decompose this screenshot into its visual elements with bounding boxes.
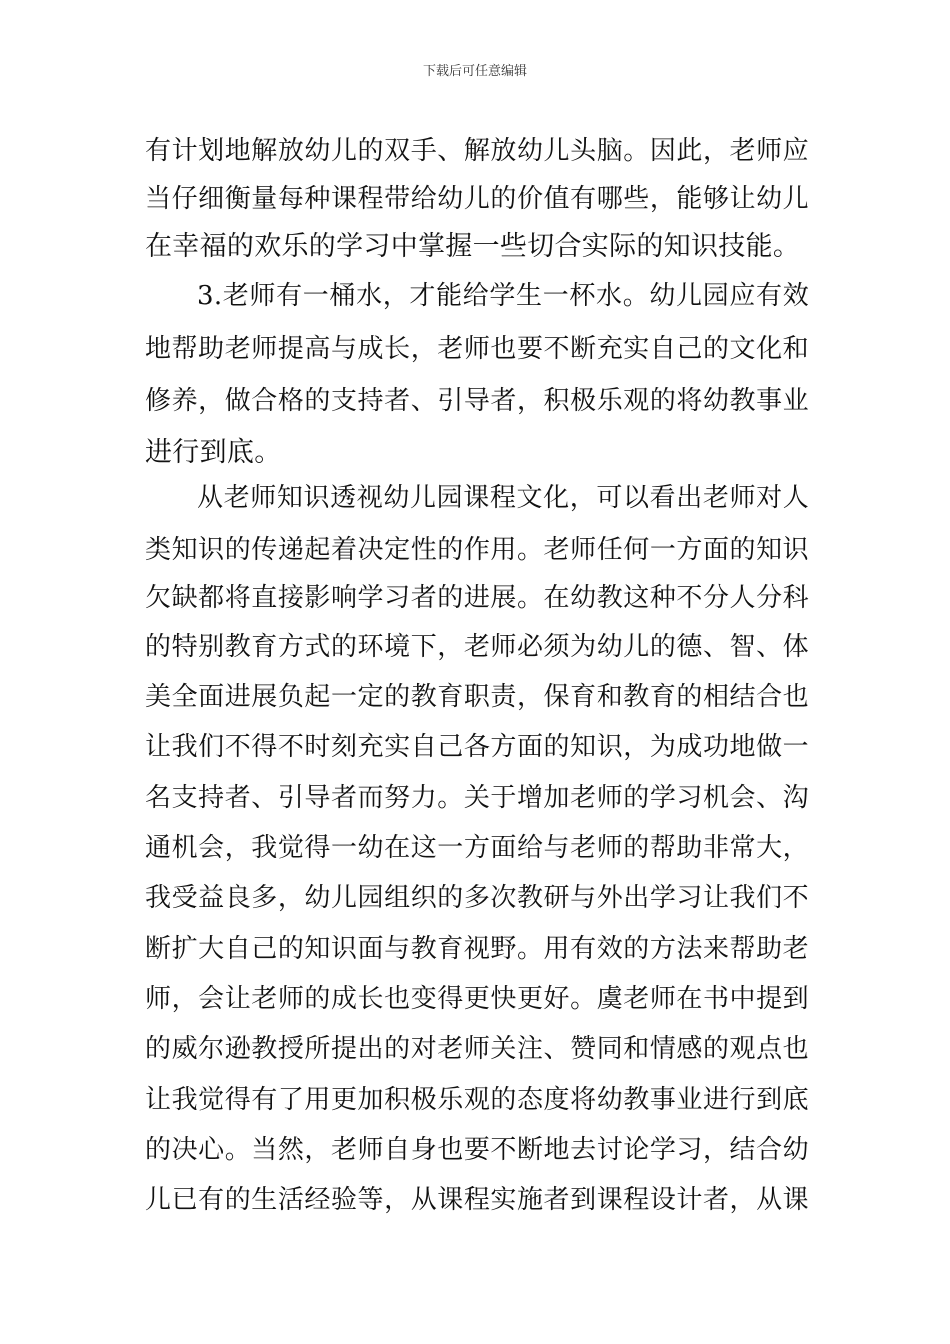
body-line-12: 美全面进展负起一定的教育职责，保育和教育的相结合也 xyxy=(145,682,809,712)
body-line-6: 修养，做合格的支持者、引导者，积极乐观的将幼教事业 xyxy=(145,386,809,416)
body-line-10: 欠缺都将直接影响学习者的进展。在幼教这种不分人分科 xyxy=(145,583,809,613)
body-line-21: 的决心。当然，老师自身也要不断地去讨论学习，结合幼 xyxy=(145,1135,809,1165)
body-line-22: 儿已有的生活经验等，从课程实施者到课程设计者，从课 xyxy=(145,1185,809,1215)
body-line-4: 3.老师有一桶水，才能给学生一杯水。幼儿园应有效 xyxy=(197,281,809,311)
body-line-15: 通机会，我觉得一幼在这一方面给与老师的帮助非常大， xyxy=(145,833,809,863)
body-line-1: 有计划地解放幼儿的双手、解放幼儿头脑。因此，老师应 xyxy=(145,136,809,166)
body-line-7: 进行到底。 xyxy=(145,437,282,468)
body-line-5: 地帮助老师提高与成长，老师也要不断充实自己的文化和 xyxy=(145,334,809,364)
body-line-2: 当仔细衡量每种课程带给幼儿的价值有哪些，能够让幼儿 xyxy=(145,184,809,214)
body-line-9: 类知识的传递起着决定性的作用。老师任何一方面的知识 xyxy=(145,535,809,565)
body-line-16: 我受益良多，幼儿园组织的多次教研与外出学习让我们不 xyxy=(145,883,809,913)
body-line-8: 从老师知识透视幼儿园课程文化，可以看出老师对人 xyxy=(197,483,809,513)
body-line-18: 师，会让老师的成长也变得更快更好。虞老师在书中提到 xyxy=(145,984,809,1014)
body-line-20: 让我觉得有了用更加积极乐观的态度将幼教事业进行到底 xyxy=(145,1085,809,1115)
body-line-13: 让我们不得不时刻充实自己各方面的知识，为成功地做一 xyxy=(145,732,809,762)
body-line-14: 名支持者、引导者而努力。关于增加老师的学习机会、沟 xyxy=(145,783,809,813)
body-line-19: 的威尔逊教授所提出的对老师关注、赞同和情感的观点也 xyxy=(145,1034,809,1064)
body-line-11: 的特别教育方式的环境下，老师必须为幼儿的德、智、体 xyxy=(145,632,809,662)
body-line-17: 断扩大自己的知识面与教育视野。用有效的方法来帮助老 xyxy=(145,934,809,964)
body-line-3: 在幸福的欢乐的学习中掌握一些切合实际的知识技能。 xyxy=(145,231,801,262)
page-header: 下载后可任意编辑 xyxy=(422,64,527,79)
